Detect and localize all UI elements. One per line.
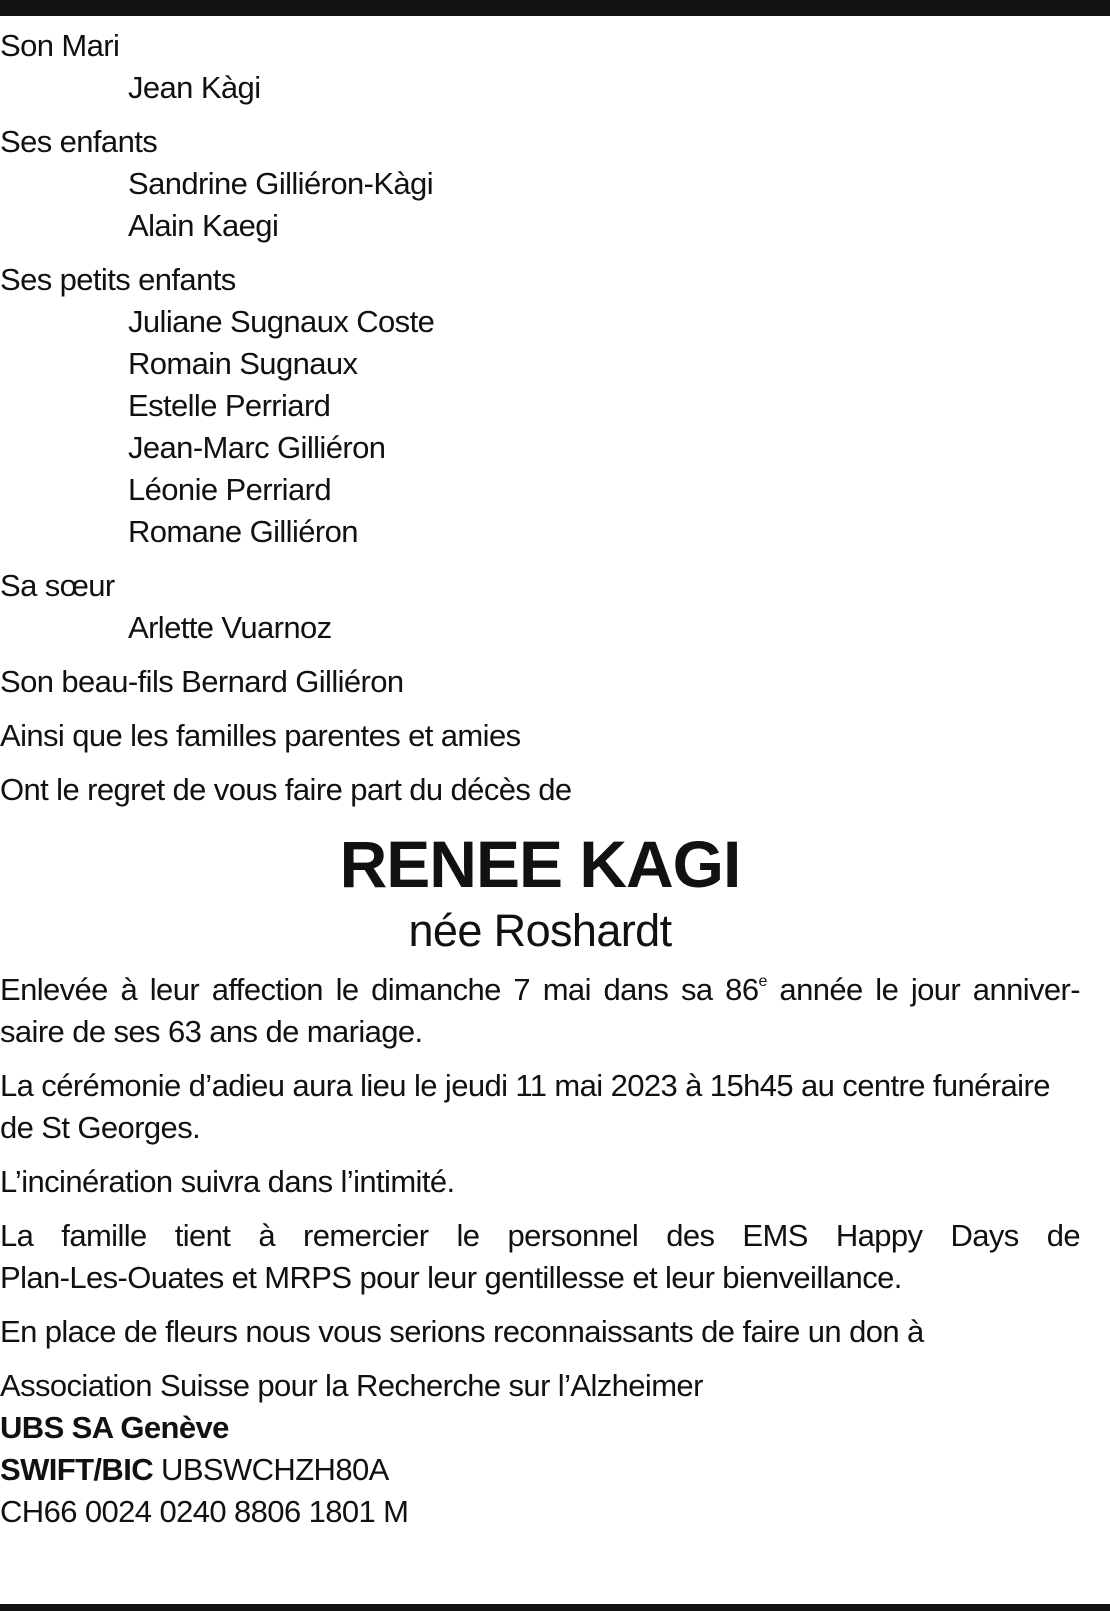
family-member-name: Arlette Vuarnoz (128, 610, 332, 645)
family-member-name: Jean Kàgi (128, 70, 261, 105)
swift-line (0, 1449, 1080, 1491)
donation-details (0, 1365, 1080, 1533)
ceremony-paragraph (0, 1065, 1080, 1149)
cremation-paragraph: L’incinération suivra dans l’intimité. (0, 1164, 455, 1199)
passing-line-1: Enlevée à leur affection le dimanche 7 mai dans sa 86e année le jour anniver- (0, 972, 1080, 1007)
families-line: Ainsi que les familles parentes et amies (0, 718, 521, 753)
top-border-rule (0, 0, 1110, 16)
swift-value: UBSWCHZH80A (153, 1452, 389, 1487)
family-member-name: Estelle Perriard (128, 388, 331, 423)
bottom-border-rule (0, 1604, 1110, 1611)
family-member-name: Juliane Sugnaux Coste (128, 304, 435, 339)
family-member-name: Sandrine Gilliéron-Kàgi (128, 166, 433, 201)
thanks-paragraph (0, 1215, 1080, 1299)
family-group-grandchildren (0, 259, 1080, 553)
swift-label: SWIFT/BIC (0, 1452, 154, 1487)
association-name: Association Suisse pour la Recherche sur l’Alzheimer (0, 1368, 703, 1403)
thanks-line-2: Plan-Les-Ouates et MRPS pour leur gentillesse et leur bienveillance. (0, 1260, 902, 1295)
deceased-block (0, 825, 1080, 959)
regret-line: Ont le regret de vous faire part du décès de (0, 772, 572, 807)
stepson-line: Son beau-fils Bernard Gilliéron (0, 664, 404, 699)
deceased-maiden-name: née Roshardt (408, 905, 672, 956)
family-heading: Sa sœur (0, 568, 115, 603)
family-member-name: Léonie Perriard (128, 472, 331, 507)
death-notice (0, 25, 1080, 1533)
donation-request: En place de fleurs nous vous serions reconnaissants de faire un don à (0, 1314, 924, 1349)
family-member-name: Jean-Marc Gilliéron (128, 430, 386, 465)
ceremony-line-2: de St Georges. (0, 1110, 201, 1145)
iban-line: CH66 0024 0240 8806 1801 M (0, 1494, 409, 1529)
family-group-children (0, 121, 1080, 247)
family-heading: Ses enfants (0, 124, 158, 159)
family-heading: Ses petits enfants (0, 262, 236, 297)
deceased-name: RENEE KAGI (339, 827, 741, 901)
family-member-name: Romane Gilliéron (128, 514, 358, 549)
passing-line-2: saire de ses 63 ans de mariage. (0, 1014, 423, 1049)
ceremony-line-1: La cérémonie d’adieu aura lieu le jeudi 11 mai 2023 à 15h45 au centre funéraire (0, 1068, 1050, 1103)
family-group-husband (0, 25, 1080, 109)
bank-name: UBS SA Genève (0, 1410, 229, 1445)
family-member-name: Romain Sugnaux (128, 346, 358, 381)
family-member-name: Alain Kaegi (128, 208, 279, 243)
passing-paragraph (0, 969, 1080, 1053)
thanks-line-1: La famille tient à remercier le personnel des EMS Happy Days de (0, 1218, 1080, 1253)
family-heading: Son Mari (0, 28, 120, 63)
family-group-sister (0, 565, 1080, 649)
